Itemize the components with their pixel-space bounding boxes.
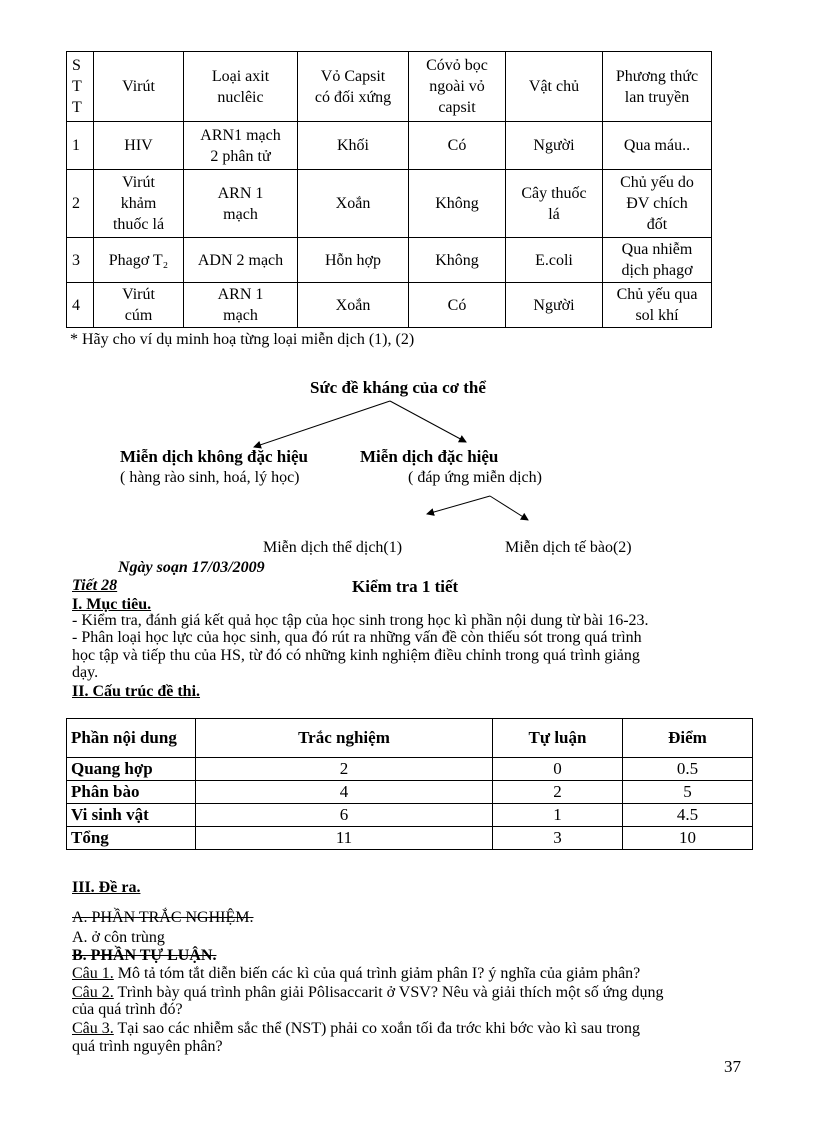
arrow-root-right — [390, 401, 466, 442]
virus-table-cell: Qua nhiễm dịch phagơ — [603, 238, 712, 283]
exam-structure-header-row — [67, 719, 753, 758]
virus-table-cell: ARN1 mạch 2 phân tử — [184, 122, 298, 170]
virus-table-cell: Không — [409, 238, 506, 283]
exam-structure-cell: 4 — [196, 781, 493, 804]
exam-structure-header-cell: Tự luận — [493, 719, 623, 758]
exam-structure-cell: Tổng — [67, 827, 196, 850]
virus-table-header-cell: Virút — [94, 52, 184, 122]
virus-table-cell: Xoắn — [298, 170, 409, 238]
question-1-label: Câu 1. — [72, 965, 114, 982]
section-exam-heading: III. Đề ra. — [72, 879, 141, 896]
exam-structure-cell: 5 — [623, 781, 753, 804]
virus-table-cell: Cây thuốc lá — [506, 170, 603, 238]
virus-table-header-cell: S T T — [67, 52, 94, 122]
exam-structure-cell: 6 — [196, 804, 493, 827]
exam-structure-cell: 11 — [196, 827, 493, 850]
virus-table-cell: Chủ yếu qua sol khí — [603, 283, 712, 328]
exam-structure-row — [67, 758, 753, 781]
arrow-right-leaf1 — [427, 496, 490, 514]
virus-table-cell: Virút cúm — [94, 283, 184, 328]
virus-table-cell: Xoắn — [298, 283, 409, 328]
question-2-label: Câu 2. — [72, 984, 114, 1001]
question-2-text-line2: của quá trình đó? — [72, 1001, 183, 1018]
specific-immunity-title: Miễn dịch đặc hiệu — [360, 447, 499, 466]
diagram-root: Sức đề kháng của cơ thể — [310, 378, 486, 397]
virus-table-cell: Khối — [298, 122, 409, 170]
virus-table-cell: Hỗn hợp — [298, 238, 409, 283]
objective-1: - Kiểm tra, đánh giá kết quả học tập của học sinh trong học kì phần nội dung từ bài 16-23. — [72, 612, 649, 629]
part-a-heading: A. PHẦN TRẮC NGHIỆM. — [72, 909, 254, 926]
virus-table-cell: Phagơ T₂ — [94, 238, 184, 283]
question-3-text-line2: quá trình nguyên phân? — [72, 1038, 223, 1055]
virus-table-cell: E.coli — [506, 238, 603, 283]
virus-table-cell: 2 — [67, 170, 94, 238]
specific-immunity-sub: ( đáp ứng miễn dịch) — [408, 469, 542, 486]
exam-structure-row — [67, 804, 753, 827]
exam-structure-cell: 0.5 — [623, 758, 753, 781]
exam-structure-header-cell: Phần nội dung — [67, 719, 196, 758]
cellular-immunity: Miễn dịch tế bào(2) — [505, 539, 632, 556]
exam-structure-table — [66, 718, 753, 850]
question-3 — [72, 1021, 640, 1037]
part-b-heading: B. PHẦN TỰ LUẬN. — [72, 947, 217, 964]
section-objectives-heading: I. Mục tiêu. — [72, 596, 152, 613]
exam-structure-row — [67, 827, 753, 850]
exam-structure-cell: 1 — [493, 804, 623, 827]
humoral-immunity: Miễn dịch thể dịch(1) — [263, 539, 403, 556]
exam-structure-cell: 3 — [493, 827, 623, 850]
part-a-line: A. ở côn trùng — [72, 929, 165, 946]
virus-table-cell: Có — [409, 283, 506, 328]
virus-table-cell: Người — [506, 283, 603, 328]
exam-structure-cell: 0 — [493, 758, 623, 781]
exam-structure-cell: Vi sinh vật — [67, 804, 196, 827]
virus-table-cell: 1 — [67, 122, 94, 170]
question-2 — [72, 985, 663, 1001]
nonspecific-immunity-sub: ( hàng rào sinh, hoá, lý học) — [120, 469, 300, 486]
page-number: 37 — [724, 1057, 741, 1076]
question-3-text-line1: Tại sao các nhiễm sắc thể (NST) phải co xoắn tối đa trớc khi bớc vào kì sau trong — [113, 1020, 641, 1037]
exam-structure-cell: 2 — [493, 781, 623, 804]
virus-table-cell: Chủ yếu do ĐV chích đốt — [603, 170, 712, 238]
objective-2-line3: dạy. — [72, 664, 99, 681]
virus-table-cell: 3 — [67, 238, 94, 283]
exam-structure-cell: 4.5 — [623, 804, 753, 827]
exam-structure-header-cell: Trắc nghiệm — [196, 719, 493, 758]
nonspecific-immunity-title: Miễn dịch không đặc hiệu — [120, 447, 308, 466]
question-1 — [72, 966, 640, 982]
virus-table-header-cell: Cóvỏ bọc ngoài vỏ capsit — [409, 52, 506, 122]
arrow-root-left — [254, 401, 390, 447]
objective-2-line1: - Phân loại học lực của học sinh, qua đó rút ra những vấn đề còn thiếu sót trong quá trình — [72, 629, 642, 646]
objective-2-line2: học tập và tiếp thu của HS, từ đó có những kinh nghiệm điều chỉnh trong quá trình giảng — [72, 647, 640, 664]
virus-table-cell: ARN 1 mạch — [184, 283, 298, 328]
question-note: * Hãy cho ví dụ minh hoạ từng loại miễn dịch (1), (2) — [70, 331, 415, 348]
virus-table-cell: ARN 1 mạch — [184, 170, 298, 238]
virus-table-header-cell: Vật chủ — [506, 52, 603, 122]
virus-table-cell: Người — [506, 122, 603, 170]
exam-structure-header-cell: Điểm — [623, 719, 753, 758]
exam-title: Kiểm tra 1 tiết — [352, 577, 459, 596]
exam-structure-cell: 2 — [196, 758, 493, 781]
virus-table-cell: Không — [409, 170, 506, 238]
exam-structure-cell: 10 — [623, 827, 753, 850]
virus-table-header-cell: Vỏ Capsit có đối xứng — [298, 52, 409, 122]
prep-date: Ngày soạn 17/03/2009 — [118, 559, 265, 576]
arrow-right-leaf2 — [490, 496, 528, 520]
virus-table-header-cell: Loại axit nuclêic — [184, 52, 298, 122]
virus-table-header-cell: Phương thức lan truyền — [603, 52, 712, 122]
section-structure-heading: II. Cấu trúc đề thi. — [72, 683, 201, 700]
virus-table-cell: ADN 2 mạch — [184, 238, 298, 283]
virus-table-cell: HIV — [94, 122, 184, 170]
virus-table-cell: Virút khảm thuốc lá — [94, 170, 184, 238]
question-2-text-line1: Trình bày quá trình phân giải Pôlisaccarit ở VSV? Nêu và giải thích một số ứng dụng — [113, 984, 664, 1001]
virus-table-cell: 4 — [67, 283, 94, 328]
virus-table-cell: Qua máu.. — [603, 122, 712, 170]
question-1-text: Mô tả tóm tắt diễn biến các kì của quá trình giảm phân I? ý nghĩa của giảm phân? — [113, 965, 641, 982]
virus-table-cell: Có — [409, 122, 506, 170]
lesson-number: Tiết 28 — [72, 577, 118, 594]
exam-structure-cell: Phân bào — [67, 781, 196, 804]
exam-structure-row — [67, 781, 753, 804]
question-3-label: Câu 3. — [72, 1020, 114, 1037]
exam-structure-cell: Quang hợp — [67, 758, 196, 781]
